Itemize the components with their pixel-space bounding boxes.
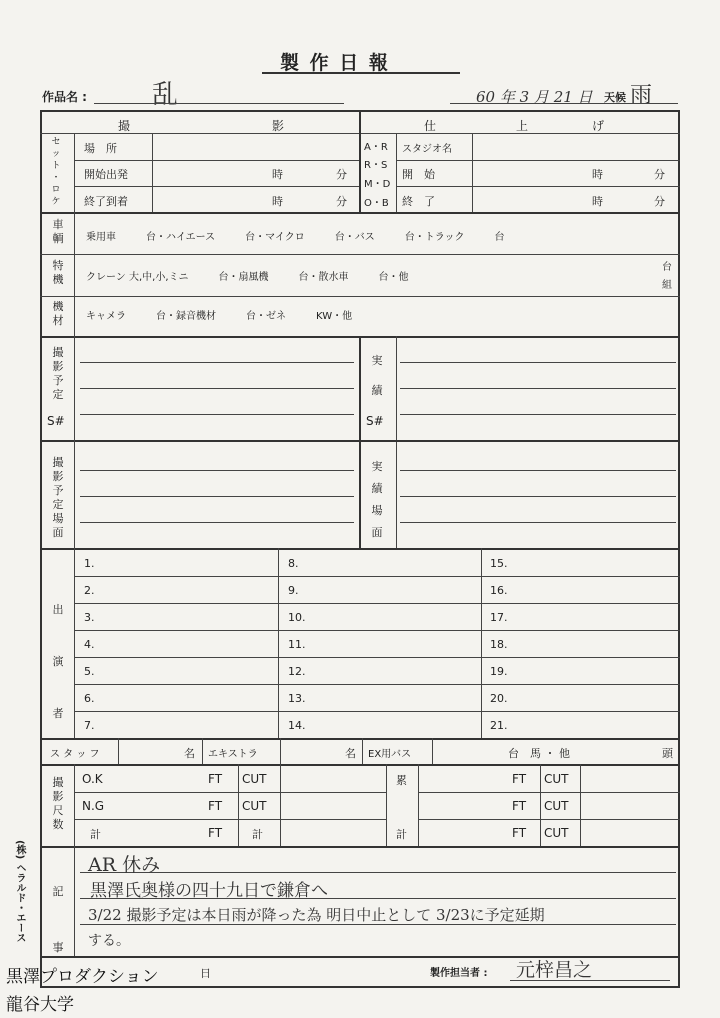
film-total: 計 bbox=[90, 828, 101, 841]
notes-line-3: 3/22 撮影予定は本日雨が降った為 明日中止として 3/23に予定延期 bbox=[88, 906, 545, 924]
set-end-hour: 時 bbox=[272, 195, 283, 208]
ex-bus-label: EX用バス bbox=[368, 749, 412, 760]
work-name-line bbox=[94, 103, 344, 104]
plan-label: 撮 影 予 定 bbox=[52, 346, 64, 401]
notes-line-1: AR 休み bbox=[88, 854, 161, 876]
studio-code-ob: O・B bbox=[364, 198, 389, 209]
cast-11: 11. bbox=[288, 638, 306, 651]
cast-14: 14. bbox=[288, 719, 306, 732]
section-shoot: 撮 bbox=[118, 119, 131, 133]
company-stamp: (株) ヘラルド・エース bbox=[14, 840, 25, 943]
weather-value: 雨 bbox=[630, 83, 653, 108]
work-name-value: 乱 bbox=[152, 80, 179, 110]
film-total-ft: FT bbox=[208, 826, 223, 840]
cast-17: 17. bbox=[490, 611, 508, 624]
plan-scene-label: S# bbox=[47, 414, 65, 428]
film-label: 撮 影 尺 数 bbox=[52, 776, 64, 831]
special-unit-2: 組 bbox=[662, 280, 672, 291]
vehicle-items: 乗用車 台・ハイエース 台・マイクロ 台・バス 台・トラック 台 bbox=[86, 232, 505, 243]
section-finish-2: 上 bbox=[516, 119, 529, 133]
film-cumulative-2: 計 bbox=[396, 828, 407, 841]
notes-line-4: する。 bbox=[88, 933, 130, 949]
studio-end-min: 分 bbox=[654, 195, 665, 208]
horse-label: 馬 ・ 他 bbox=[530, 747, 570, 760]
cast-6: 6. bbox=[84, 692, 95, 705]
cast-10: 10. bbox=[288, 611, 306, 624]
cast-8: 8. bbox=[288, 557, 299, 570]
cast-3: 3. bbox=[84, 611, 95, 624]
studio-code-md: M・D bbox=[364, 179, 391, 190]
studio-code-ar: A・R bbox=[364, 142, 388, 153]
studio-end-hour: 時 bbox=[592, 195, 603, 208]
studio-code-rs: R・S bbox=[364, 160, 388, 171]
plan-place-label: 撮 影 予 定 場 面 bbox=[52, 456, 64, 539]
cast-12: 12. bbox=[288, 665, 306, 678]
cast-9: 9. bbox=[288, 584, 299, 597]
title-underline bbox=[262, 72, 460, 74]
cast-18: 18. bbox=[490, 638, 508, 651]
studio-end-label: 終 了 bbox=[402, 195, 435, 208]
actual-label: 実 績 bbox=[371, 354, 383, 397]
cast-4: 4. bbox=[84, 638, 95, 651]
film-cum-ng-ft: FT bbox=[512, 799, 527, 813]
special-items: クレーン 大,中,小,ミニ 台・扇風機 台・散水車 台・他 bbox=[86, 272, 409, 283]
set-end-min: 分 bbox=[336, 195, 347, 208]
bus-unit: 台 bbox=[508, 747, 519, 760]
cast-16: 16. bbox=[490, 584, 508, 597]
vehicle-label: 車 輌 bbox=[52, 218, 64, 245]
cast-5: 5. bbox=[84, 665, 95, 678]
studio-start-min: 分 bbox=[654, 168, 665, 181]
film-cum-ok-ft: FT bbox=[512, 772, 527, 786]
special-label: 特 機 bbox=[52, 259, 64, 286]
cast-15: 15. bbox=[490, 557, 508, 570]
page-unit: 日 bbox=[200, 967, 211, 980]
set-row-place: 場 所 bbox=[84, 142, 117, 155]
film-cum-ok-cut: CUT bbox=[544, 772, 569, 786]
cast-7: 7. bbox=[84, 719, 95, 732]
section-finish-3: げ bbox=[592, 119, 605, 133]
actual-scene-label: S# bbox=[366, 414, 384, 428]
cast-2: 2. bbox=[84, 584, 95, 597]
studio-start-label: 開 始 bbox=[402, 168, 435, 181]
set-row-end: 終了到着 bbox=[84, 195, 128, 208]
equipment-items: キャメラ 台・録音機材 台・ゼネ KW・他 bbox=[86, 311, 353, 322]
film-cumulative: 累 bbox=[396, 774, 407, 787]
watermark-line-2: 龍谷大学 bbox=[6, 995, 74, 1015]
set-start-hour: 時 bbox=[272, 168, 283, 181]
weather-label: 天候 bbox=[604, 91, 626, 104]
section-finish: 仕 bbox=[424, 119, 437, 133]
section-shoot-2: 影 bbox=[272, 119, 285, 133]
special-unit-1: 台 bbox=[662, 262, 672, 273]
film-ng-cut: CUT bbox=[242, 799, 267, 813]
set-row-start: 開始出発 bbox=[84, 168, 128, 181]
studio-name-label: スタジオ名 bbox=[402, 144, 452, 155]
cast-21: 21. bbox=[490, 719, 508, 732]
page-title: 製 作 日 報 bbox=[280, 52, 390, 74]
film-total-cut: 計 bbox=[252, 828, 263, 841]
actual-place-label: 実 績 場 面 bbox=[371, 460, 383, 539]
manager-label: 製作担当者 : bbox=[430, 968, 488, 979]
watermark-line-1: 黒澤プロダクション bbox=[6, 967, 159, 987]
film-ok-ft: FT bbox=[208, 772, 223, 786]
set-start-min: 分 bbox=[336, 168, 347, 181]
cast-label: 出 演 者 bbox=[52, 603, 64, 720]
staff-label: ス タ ッ フ bbox=[50, 749, 100, 760]
cast-13: 13. bbox=[288, 692, 306, 705]
cast-20: 20. bbox=[490, 692, 508, 705]
notes-line-2: 黒澤氏奥様の四十九日で鎌倉へ bbox=[90, 881, 328, 901]
notes-label: 記 事 bbox=[52, 885, 64, 954]
extra-label: エキストラ bbox=[208, 749, 258, 760]
manager-value: 元梓昌之 bbox=[516, 959, 593, 981]
date-line bbox=[450, 103, 678, 104]
equipment-label: 機 材 bbox=[52, 300, 64, 327]
cast-1: 1. bbox=[84, 557, 95, 570]
film-ng-ft: FT bbox=[208, 799, 223, 813]
date-value: 60 年 3 月 21 日 bbox=[476, 88, 593, 106]
horse-unit: 頭 bbox=[662, 747, 673, 760]
film-ok-cut: CUT bbox=[242, 772, 267, 786]
staff-name-unit: 名 bbox=[184, 747, 195, 760]
film-cum-total-cut: CUT bbox=[544, 826, 569, 840]
work-name-label: 作品名 : bbox=[42, 90, 87, 104]
cast-19: 19. bbox=[490, 665, 508, 678]
film-ok: O.K bbox=[82, 772, 103, 786]
extra-name-unit: 名 bbox=[345, 747, 356, 760]
set-loc-label: セ ッ ト ・ ロ ケ bbox=[51, 137, 61, 207]
studio-start-hour: 時 bbox=[592, 168, 603, 181]
film-ng: N.G bbox=[82, 799, 105, 813]
film-cum-ng-cut: CUT bbox=[544, 799, 569, 813]
film-cum-total-ft: FT bbox=[512, 826, 527, 840]
